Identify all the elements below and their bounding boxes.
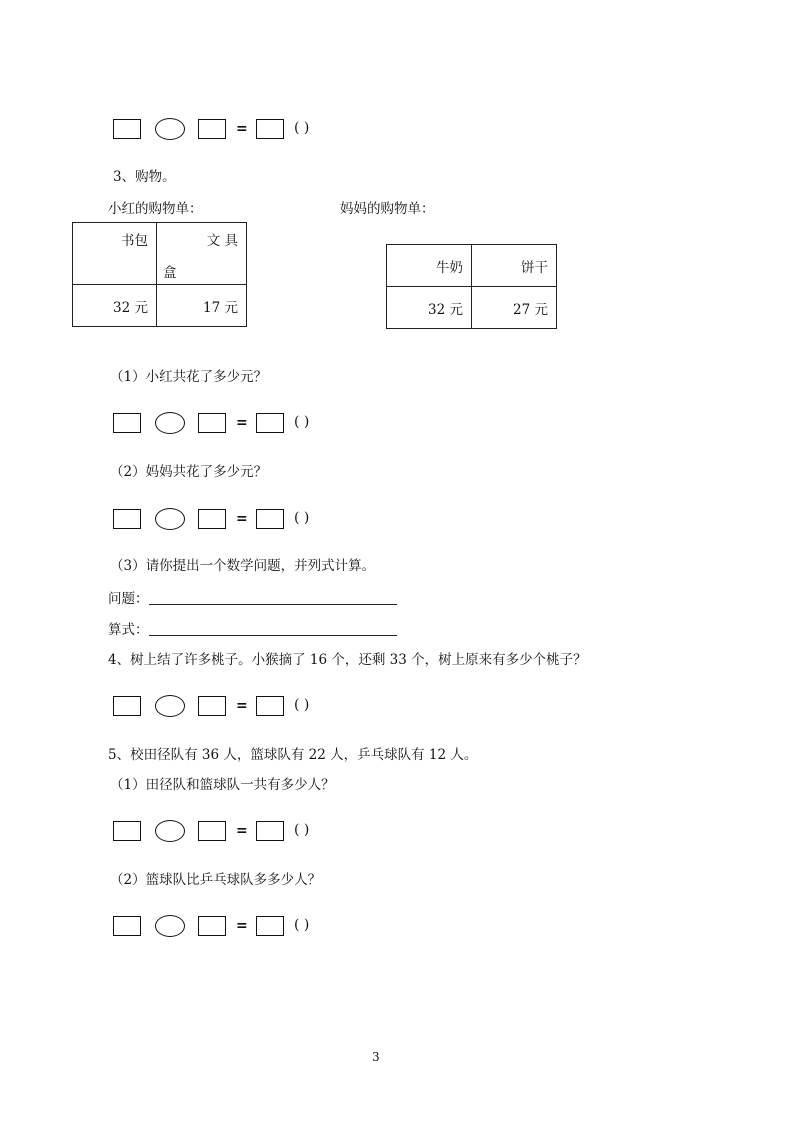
formula-answer-line[interactable] [149, 621, 397, 636]
table-cell [157, 285, 247, 327]
answer-box[interactable] [113, 696, 141, 716]
result-box[interactable] [256, 916, 284, 936]
result-box[interactable] [256, 119, 284, 139]
xiaohong-shopping-table [72, 222, 247, 327]
result-box[interactable] [256, 696, 284, 716]
formula-line [108, 621, 397, 639]
item-name: 书包 [121, 233, 148, 249]
unit-parens: ( ) [294, 697, 310, 713]
equation-row-q3-1 [113, 411, 343, 437]
answer-box[interactable] [113, 916, 141, 936]
unit-parens: ( ) [294, 120, 310, 136]
item-price: 32 元 [113, 299, 148, 316]
item-price: 32 元 [428, 301, 463, 318]
q5-text: 5、校田径队有 36 人，篮球队有 22 人，乒乓球队有 12 人。 [108, 747, 478, 763]
item-price: 27 元 [513, 301, 548, 318]
equation-row-q5-1 [113, 819, 343, 845]
item-name: 饼干 [521, 259, 548, 276]
equals-sign: = [236, 918, 248, 934]
answer-box[interactable] [198, 821, 226, 841]
equals-sign: = [236, 121, 248, 137]
item-name: 牛奶 [436, 259, 463, 276]
operator-oval[interactable] [155, 915, 185, 937]
item-price: 17 元 [203, 299, 238, 316]
q5-sub2: （2）篮球队比乒乓球队多多少人？ [110, 872, 322, 888]
unit-parens: ( ) [294, 822, 310, 838]
xiaohong-list-label: 小红的购物单： [108, 201, 203, 217]
unit-parens: ( ) [294, 510, 310, 526]
answer-box[interactable] [113, 119, 141, 139]
equals-sign: = [236, 823, 248, 839]
answer-box[interactable] [198, 509, 226, 529]
equation-row-q4 [113, 694, 343, 720]
result-box[interactable] [256, 413, 284, 433]
unit-parens: ( ) [294, 917, 310, 933]
operator-oval[interactable] [155, 412, 185, 434]
answer-box[interactable] [113, 821, 141, 841]
equals-sign: = [236, 511, 248, 527]
operator-oval[interactable] [155, 118, 185, 140]
mama-list-label: 妈妈的购物单： [340, 201, 435, 217]
equals-sign: = [236, 698, 248, 714]
table-cell [472, 287, 557, 329]
formula-label: 算式： [108, 622, 149, 638]
question-label: 问题： [108, 591, 149, 607]
table-cell [387, 287, 472, 329]
equation-row-top [113, 117, 343, 143]
operator-oval[interactable] [155, 695, 185, 717]
q3-title: 3、购物。 [113, 169, 176, 185]
item-name-wrap: 盒 [163, 265, 177, 281]
question-answer-line[interactable] [149, 590, 397, 605]
q4-text: 4、树上结了许多桃子。小猴摘了 16 个，还剩 33 个，树上原来有多少个桃子？ [108, 652, 587, 668]
operator-oval[interactable] [155, 508, 185, 530]
q5-sub1: （1）田径队和篮球队一共有多少人？ [110, 777, 335, 793]
table-cell [73, 285, 157, 327]
answer-box[interactable] [198, 696, 226, 716]
answer-box[interactable] [198, 119, 226, 139]
q3-sub3: （3）请你提出一个数学问题，并列式计算。 [110, 558, 376, 574]
result-box[interactable] [256, 821, 284, 841]
equation-row-q5-2 [113, 914, 343, 940]
answer-box[interactable] [198, 916, 226, 936]
table-cell [157, 223, 247, 285]
equation-row-q3-2 [113, 507, 343, 533]
page-number: 3 [372, 1050, 380, 1064]
answer-box[interactable] [113, 509, 141, 529]
answer-box[interactable] [113, 413, 141, 433]
q3-sub1: （1）小红共花了多少元？ [110, 369, 268, 385]
result-box[interactable] [256, 509, 284, 529]
unit-parens: ( ) [294, 414, 310, 430]
operator-oval[interactable] [155, 820, 185, 842]
mama-shopping-table [386, 244, 557, 329]
answer-box[interactable] [198, 413, 226, 433]
table-cell [387, 245, 472, 287]
item-name: 文 具 [206, 233, 238, 249]
equals-sign: = [236, 415, 248, 431]
q3-sub2: （2）妈妈共花了多少元？ [110, 464, 268, 480]
question-line [108, 590, 397, 608]
table-cell [73, 223, 157, 285]
table-cell [472, 245, 557, 287]
